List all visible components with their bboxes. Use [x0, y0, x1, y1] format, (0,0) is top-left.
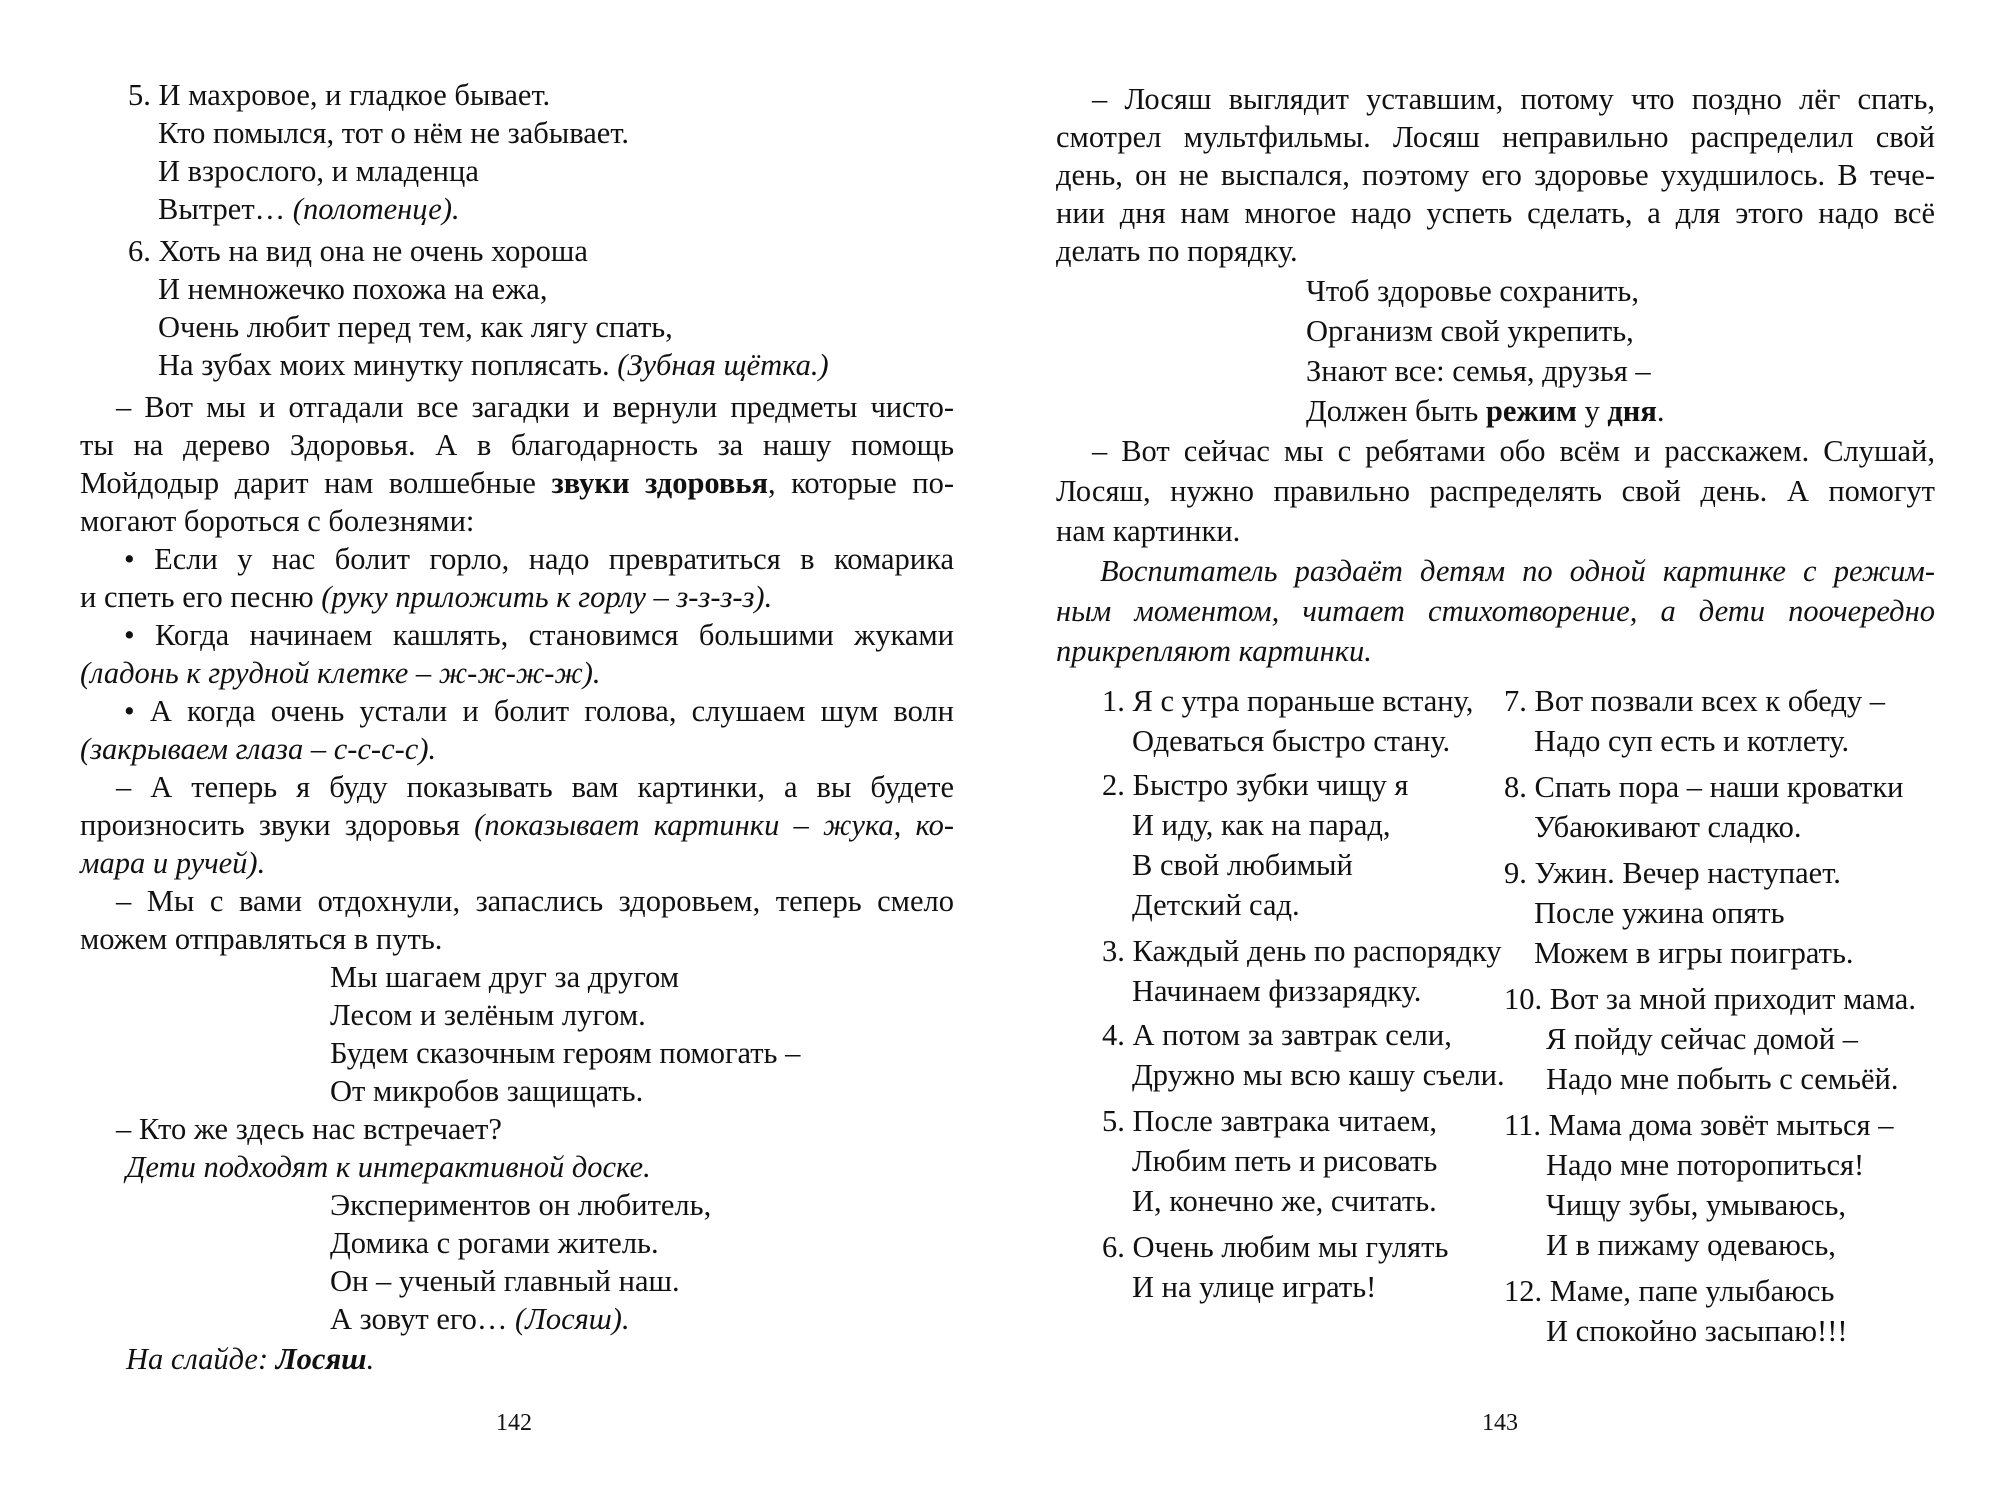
verse-5-line-1: 5. После завтрака читаем,: [1102, 1104, 1438, 1138]
verse-1-line-1: 1. Я с утра пораньше встану,: [1102, 684, 1474, 718]
paragraph-1-line-4: могают бороться с болезнями:: [80, 504, 475, 538]
bullet-2-line-2: (ладонь к грудной клетке – ж-ж-ж-ж).: [80, 656, 601, 690]
regime-poem-preposition: у: [1584, 394, 1600, 428]
regime-poem-line-4: [1306, 392, 1665, 430]
bullet-2-line-1: • Когда начинаем кашлять, становимся большими жуками: [124, 618, 954, 652]
bullet-1-hint: (руку приложить к горлу – з-з-з-з).: [321, 580, 773, 614]
riddle-5-text: Вытрет…: [158, 192, 286, 226]
riddle-5-line-4: [158, 190, 460, 228]
verse-9-line-2: После ужина опять: [1534, 896, 1785, 930]
verse-3-line-2: Начинаем физзарядку.: [1132, 974, 1422, 1008]
riddle-5-line-2: Кто помылся, тот о нём не забывает.: [158, 116, 630, 150]
verse-11-line-3: Чищу зубы, умываюсь,: [1546, 1188, 1847, 1222]
poem-2-answer: (Лосяш).: [515, 1302, 630, 1336]
page-number-right: 143: [1482, 1410, 1518, 1436]
verse-11-line-4: И в пижаму одеваюсь,: [1546, 1228, 1836, 1262]
riddle-6-text: На зубах моих минутку поплясать.: [158, 348, 610, 382]
verse-10-line-3: Надо мне побыть с семьёй.: [1546, 1062, 1899, 1096]
verse-3-line-1: 3. Каждый день по распорядку: [1102, 934, 1502, 968]
poem-1-line-2: Лесом и зелёным лугом.: [330, 998, 646, 1032]
regime-poem-line-3: Знают все: семья, друзья –: [1306, 354, 1651, 388]
regime-poem-end: .: [1656, 394, 1665, 428]
verse-2-line-2: И иду, как на парад,: [1132, 808, 1391, 842]
page-number-left: 142: [496, 1410, 532, 1436]
question-line: – Кто же здесь нас встречает?: [116, 1112, 502, 1146]
riddle-5-line-3: И взрослого, и младенца: [158, 154, 479, 188]
verse-11-line-1: 11. Мама дома зовёт мыться –: [1504, 1108, 1894, 1142]
right-page: [1000, 0, 2000, 1486]
verse-5-line-3: И, конечно же, считать.: [1132, 1184, 1437, 1218]
verse-12-line-1: 12. Маме, папе улыбаюсь: [1504, 1274, 1835, 1308]
verse-4-line-1: 4. А потом за завтрак сели,: [1102, 1018, 1452, 1052]
verse-2-line-3: В свой любимый: [1132, 848, 1353, 882]
regime-poem-line-2: Организм свой укрепить,: [1306, 314, 1634, 348]
poem-2-line-1: Экспериментов он любитель,: [330, 1188, 712, 1222]
right-paragraph-1-line-3: день, он не выспался, поэтому его здоровье ухудшилось. В тече-: [1056, 158, 1935, 192]
verse-5-line-2: Любим петь и рисовать: [1132, 1144, 1438, 1178]
slide-label: На слайде:: [126, 1342, 269, 1376]
regime-poem-line-1: Чтоб здоровье сохранить,: [1306, 274, 1639, 308]
bullet-3-line-2: (закрываем глаза – с-с-с-с).: [80, 732, 437, 766]
paragraph-2-line-2: [80, 806, 954, 844]
poem-2-line-2: Домика с рогами житель.: [330, 1226, 659, 1260]
paragraph-2-hint: (показывает картинки – жука, ко-: [474, 808, 955, 842]
poem-2-text: А зовут его…: [330, 1302, 508, 1336]
right-paragraph-1-line-4: нии дня нам многое надо успеть сделать, а для этого надо всё: [1056, 196, 1935, 230]
sounds-of-health-term: звуки здоровья: [551, 466, 769, 500]
riddle-5-line-1: 5. И махровое, и гладкое бывает.: [128, 78, 551, 112]
teacher-direction-line-3: прикрепляют картинки.: [1056, 634, 1372, 668]
verse-8-line-2: Убаюкивают сладко.: [1534, 810, 1802, 844]
verse-4-line-2: Дружно мы всю кашу съели.: [1132, 1058, 1505, 1092]
slide-end: .: [366, 1342, 375, 1376]
verse-10-line-1: 10. Вот за мной приходит мама.: [1504, 982, 1916, 1016]
paragraph-1-text-a: Мойдодыр дарит нам волшебные: [80, 466, 536, 500]
slide-caption: [126, 1340, 374, 1378]
slide-name: Лосяш: [275, 1342, 367, 1376]
riddle-5-answer: (полотенце).: [292, 192, 460, 226]
regime-term: режим: [1485, 394, 1577, 428]
bullet-1-line-2: [80, 578, 772, 616]
verse-9-line-3: Можем в игры поиграть.: [1534, 936, 1854, 970]
right-paragraph-1-line-2: смотрел мультфильмы. Лосяш неправильно распределил свой: [1056, 120, 1935, 154]
verse-7-line-1: 7. Вот позвали всех к обеду –: [1504, 684, 1885, 718]
verse-10-line-2: Я пойду сейчас домой –: [1546, 1022, 1858, 1056]
riddle-6-line-3: Очень любит перед тем, как лягу спать,: [158, 310, 673, 344]
regime-poem-text: Должен быть: [1306, 394, 1479, 428]
riddle-6-line-4: [158, 346, 829, 384]
poem-2-line-3: Он – ученый главный наш.: [330, 1264, 680, 1298]
poem-1-line-1: Мы шагаем друг за другом: [330, 960, 680, 994]
verse-12-line-2: И спокойно засыпаю!!!: [1546, 1314, 1848, 1348]
paragraph-3-line-2: можем отправляться в путь.: [80, 922, 443, 956]
poem-2-line-4: [330, 1300, 630, 1338]
bullet-3-line-1: • А когда очень устали и болит голова, слушаем шум волн: [124, 694, 954, 728]
right-paragraph-2-line-2: Лосяш, нужно правильно распределять свой день. А помогут: [1056, 474, 1935, 508]
teacher-direction-line-2: ным моментом, читает стихотворение, а дети поочередно: [1056, 594, 1935, 628]
verse-7-line-2: Надо суп есть и котлету.: [1534, 724, 1850, 758]
right-paragraph-1-line-5: делать по порядку.: [1056, 234, 1298, 268]
verse-6-line-2: И на улице играть!: [1132, 1270, 1377, 1304]
riddle-6-line-2: И немножечко похожа на ежа,: [158, 272, 548, 306]
bullet-1-line-1: • Если у нас болит горло, надо превратиться в комарика: [124, 542, 954, 576]
paragraph-1-line-1: – Вот мы и отгадали все загадки и вернули предметы чисто-: [116, 390, 954, 424]
right-paragraph-2-line-1: – Вот сейчас мы с ребятами обо всём и расскажем. Слушай,: [1092, 434, 1935, 468]
day-term: дня: [1607, 394, 1657, 428]
riddle-6-line-1: 6. Хоть на вид она не очень хороша: [128, 234, 588, 268]
verse-6-line-1: 6. Очень любим мы гулять: [1102, 1230, 1449, 1264]
right-paragraph-1-line-1: – Лосяш выглядит уставшим, потому что поздно лёг спать,: [1092, 82, 1935, 116]
paragraph-1-text-c: , которые по-: [768, 466, 954, 500]
verse-11-line-2: Надо мне поторопиться!: [1546, 1148, 1865, 1182]
paragraph-3-line-1: – Мы с вами отдохнули, запаслись здоровьем, теперь смело: [116, 884, 954, 918]
verse-1-line-2: Одеваться быстро стану.: [1132, 724, 1451, 758]
verse-8-line-1: 8. Спать пора – наши кроватки: [1504, 770, 1904, 804]
bullet-1-text: и спеть его песню: [80, 580, 314, 614]
paragraph-2-line-3: мара и ручей).: [80, 846, 266, 880]
teacher-direction-line-1: Воспитатель раздаёт детям по одной картинке с режим-: [1100, 554, 1935, 588]
paragraph-1-line-3: [80, 464, 954, 502]
riddle-6-answer: (Зубная щётка.): [617, 348, 829, 382]
poem-1-line-4: От микробов защищать.: [330, 1074, 644, 1108]
paragraph-2-line-1: – А теперь я буду показывать вам картинки, а вы будете: [116, 770, 954, 804]
poem-1-line-3: Будем сказочным героям помогать –: [330, 1036, 801, 1070]
right-paragraph-2-line-3: нам картинки.: [1056, 514, 1241, 548]
verse-2-line-1: 2. Быстро зубки чищу я: [1102, 768, 1409, 802]
stage-direction-1: Дети подходят к интерактивной доске.: [126, 1150, 651, 1184]
verse-9-line-1: 9. Ужин. Вечер наступает.: [1504, 856, 1841, 890]
paragraph-1-line-2: ты на дерево Здоровья. А в благодарность за нашу помощь: [80, 428, 954, 462]
verse-2-line-4: Детский сад.: [1132, 888, 1300, 922]
paragraph-2-text: произносить звуки здоровья: [80, 808, 460, 842]
